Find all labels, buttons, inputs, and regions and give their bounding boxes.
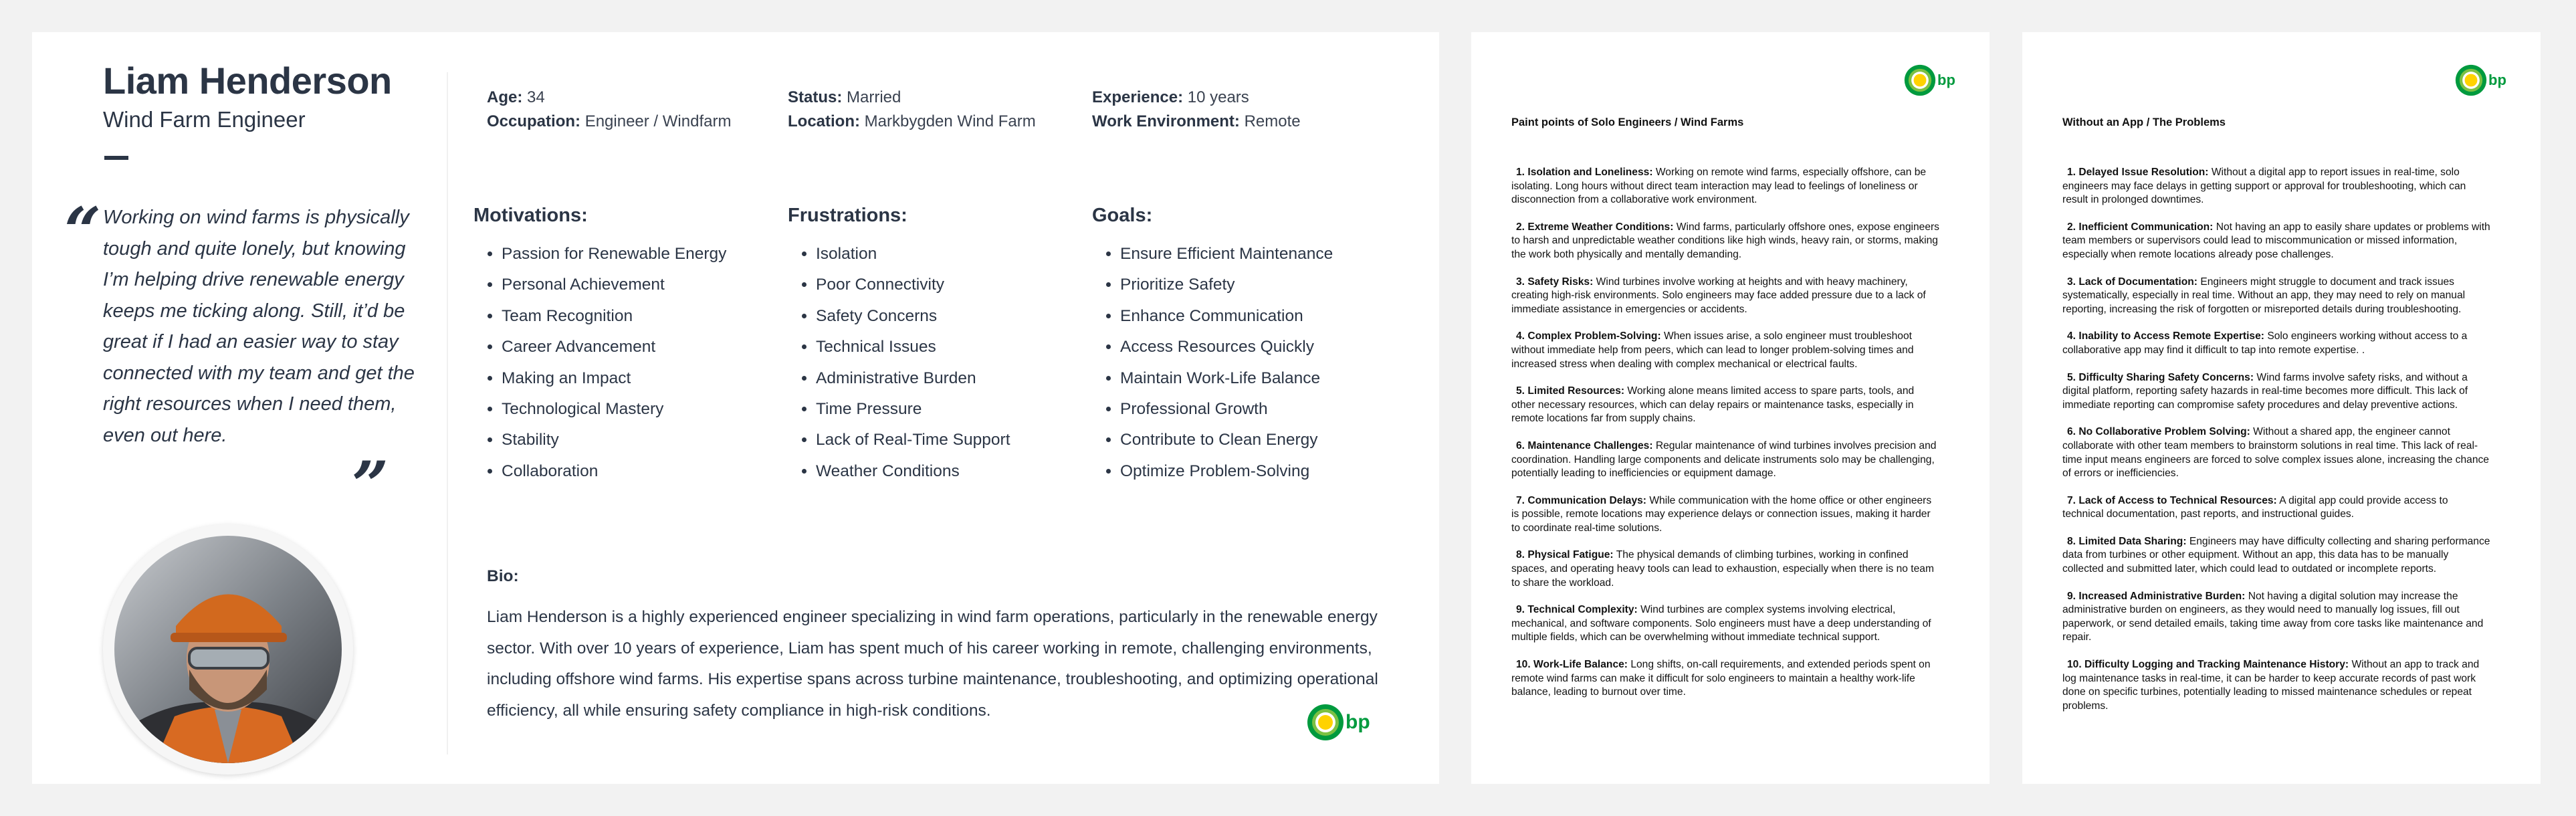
fact-work-environment: Work Environment: Remote [1092, 112, 1301, 130]
motivations-title: Motivations: [473, 205, 588, 226]
problem-item: 9. Increased Administrative Burden: Not having a digital solution may increase the administrative burden on engineers, as they would need to manually log issues, fill out paperwork, or send detailed emails, taking time away from core tasks like maintenance and repair. [2062, 590, 2484, 643]
frustration-item: • Administrative Burden [816, 368, 1010, 399]
without-app-title: Without an App / The Problems [2062, 116, 2226, 128]
frustration-item: • Safety Concerns [816, 306, 1010, 336]
problem-item: 4. Inability to Access Remote Expertise: Solo engineers working without access to a collaborative app may find it difficult to tap into remote expertise. . [2062, 330, 2468, 356]
frustration-item: • Time Pressure [816, 399, 1010, 429]
pain-point-item: 9. Technical Complexity: Wind turbines are complex systems involving electrical, mechanical, and software components. Solo engineers must have a deep understanding of multiple fields, which can be overwhelming without immediate technical support. [1511, 604, 1931, 643]
engineer-portrait-image [114, 536, 342, 763]
goal-item: • Enhance Communication [1120, 306, 1333, 336]
bio-title: Bio: [487, 567, 519, 585]
pain-point-item: 1. Isolation and Loneliness: Working on remote wind farms, especially offshore, can be isolating. Long hours without direct team interaction may lead to feelings of loneliness or disconnection from a collaborative work environment. [1511, 167, 1927, 206]
pain-points-page [1471, 32, 1990, 784]
pain-point-item: 3. Safety Risks: Wind turbines involve working at heights and with heavy machinery, creating high-risk environments. Solo engineers may face added pressure due to a lack of immediate assistance in emergencies or accidents. [1511, 276, 1926, 315]
frustration-item: • Weather Conditions [816, 461, 1010, 492]
bp-helios-icon [1307, 704, 1344, 741]
problem-item: 5. Difficulty Sharing Safety Concerns: Wind farms involve safety risks, and without a digital platform, reporting safety hazards in real-time becomes more difficult. This lack of immediate reporting can compromise safety procedures and delay preventive actions. [2062, 371, 2468, 411]
pain-points-list [1511, 166, 1939, 713]
bp-wordmark: bp [1937, 72, 1955, 88]
goal-item: • Optimize Problem-Solving [1120, 461, 1333, 492]
pain-point-item: 6. Maintenance Challenges: Regular maintenance of wind turbines involves precision and coordination. Handling large components and delicate instruments solo may be challenging, potentially leading to inefficiencies or equipment damage. [1511, 439, 1937, 480]
bp-logo [2455, 64, 2506, 96]
goal-item: • Professional Growth [1120, 399, 1333, 429]
fact-status: Status: Married [788, 88, 901, 106]
motivation-item: • Team Recognition [502, 306, 726, 336]
problem-item: 8. Limited Data Sharing: Engineers may have difficulty collecting and sharing performance data from turbines or other equipment. Without an app, this data has to be manually collected and submitted later, which could lead to outdated or incomplete reports. [2062, 535, 2490, 575]
persona-quote: Working on wind farms is physically tough and quite lonely, but knowing I’m helping drive renewable energy keeps me ticking along. Still, it’d be great if I had an easier way to stay connected with my team and get the right resources when I need them, even out here. [103, 207, 415, 446]
motivation-item: • Personal Achievement [502, 274, 726, 305]
goals-title: Goals: [1092, 205, 1153, 226]
fact-experience: Experience: 10 years [1092, 88, 1249, 106]
fact-location: Location: Markbygden Wind Farm [788, 112, 1036, 130]
frustration-item: • Isolation [816, 243, 1010, 274]
goals-list [1099, 243, 1333, 492]
quote-close-icon: ” [352, 447, 389, 523]
bp-wordmark: bp [1346, 711, 1370, 733]
problem-item: 6. No Collaborative Problem Solving: Without a shared app, the engineer cannot collaborate with other team members to brainstorm solutions in real time. This lack of real-time input means engineers are forced to solve complex issues alone, increasing the chance of errors or inefficiencies. [2062, 426, 2489, 480]
frustrations-title: Frustrations: [788, 205, 907, 226]
frustration-item: • Lack of Real-Time Support [816, 429, 1010, 460]
problem-item: 7. Lack of Access to Technical Resources: A digital app could provide access to technical documentation, past reports, and instructional guides. [2062, 494, 2448, 520]
column-divider [447, 72, 448, 754]
without-app-list [2062, 166, 2490, 726]
pain-point-item: 10. Work-Life Balance: Long shifts, on-call requirements, and extended periods spent on remote wind farms can make it difficult for solo engineers to maintain a healthy work-life balance, leading to burnout over time. [1511, 659, 1931, 698]
motivation-item: • Stability [502, 429, 726, 460]
motivations-list [480, 243, 726, 492]
motivation-item: • Technological Mastery [502, 399, 726, 429]
quote-open-icon: “ [64, 193, 102, 269]
persona-card [32, 32, 1439, 784]
goal-item: • Ensure Efficient Maintenance [1120, 243, 1333, 274]
role-underline [104, 156, 128, 160]
persona-role: Wind Farm Engineer [103, 107, 306, 132]
frustration-item: • Poor Connectivity [816, 274, 1010, 305]
motivation-item: • Collaboration [502, 461, 726, 492]
avatar [103, 524, 353, 775]
pain-point-item: 8. Physical Fatigue: The physical demands of climbing turbines, working in confined spaces, and operating heavy tools can lead to exhaustion, especially when there is no team to share the workload. [1511, 549, 1934, 589]
without-app-page [2022, 32, 2541, 784]
bio-text: Liam Henderson is a highly experienced engineer specializing in wind farm operations, particularly in the renewable energy sector. With over 10 years of experience, Liam has spent much of his career working in remote, challenging environments, including offshore wind farms. His expertise spans across turbine maintenance, troubleshooting, and optimizing operational efficiency, all while ensuring safety compliance in high-risk conditions. [487, 608, 1378, 720]
motivation-item: • Making an Impact [502, 368, 726, 399]
fact-age: Age: 34 [487, 88, 545, 106]
fact-occupation: Occupation: Engineer / Windfarm [487, 112, 732, 130]
motivation-item: • Career Advancement [502, 336, 726, 367]
bp-wordmark: bp [2488, 72, 2506, 88]
problem-item: 1. Delayed Issue Resolution: Without a digital app to report issues in real-time, solo engineers may face delays in getting support or approval for troubleshooting, which can result in prolonged downtimes. [2062, 167, 2466, 206]
pain-point-item: 5. Limited Resources: Working alone means limited access to spare parts, tools, and other necessary resources, which can delay repairs or maintenance tasks, especially in remote locations far from supply chains. [1511, 385, 1915, 425]
problem-item: 10. Difficulty Logging and Tracking Maintenance History: Without an app to track and log maintenance tasks in real-time, it can be harder to keep accurate records of past work done on specific turbines, potentially leading to missed maintenance schedules or repeat problems. [2062, 659, 2480, 712]
goal-item: • Access Resources Quickly [1120, 336, 1333, 367]
bp-logo [1904, 64, 1955, 96]
bp-logo [1307, 704, 1370, 741]
persona-name: Liam Henderson [103, 60, 392, 102]
goal-item: • Prioritize Safety [1120, 274, 1333, 305]
frustration-item: • Technical Issues [816, 336, 1010, 367]
problem-item: 2. Inefficient Communication: Not having an app to easily share updates or problems with team members or supervisors could lead to miscommunication or missed information, especially when remote locations already pose challenges. [2062, 221, 2490, 260]
frustrations-list [794, 243, 1010, 492]
pain-point-item: 7. Communication Delays: While communication with the home office or other engineers is possible, remote locations may experience delays or connection issues, making it harder to coordinate real-time solutions. [1511, 494, 1932, 534]
pain-points-title: Paint points of Solo Engineers / Wind Farms [1511, 116, 1744, 128]
bp-helios-icon [1904, 64, 1936, 96]
pain-point-item: 2. Extreme Weather Conditions: Wind farms, particularly offshore ones, expose engineers to harsh and unpredictable weather conditions like high winds, heavy rain, or storms, making the work both physically and mentally demanding. [1511, 221, 1939, 260]
motivation-item: • Passion for Renewable Energy [502, 243, 726, 274]
goal-item: • Contribute to Clean Energy [1120, 429, 1333, 460]
pain-point-item: 4. Complex Problem-Solving: When issues arise, a solo engineer must troubleshoot without immediate help from peers, which can lead to longer problem-solving times and increased stress when dealing with complex mechanical or electrical faults. [1511, 330, 1914, 370]
goal-item: • Maintain Work-Life Balance [1120, 368, 1333, 399]
bp-helios-icon [2455, 64, 2487, 96]
problem-item: 3. Lack of Documentation: Engineers might struggle to document and track issues systematically, especially in real time. Without an app, they may need to rely on manual reporting, increasing the risk of forgotten or misreported details during troubleshooting. [2062, 276, 2466, 315]
